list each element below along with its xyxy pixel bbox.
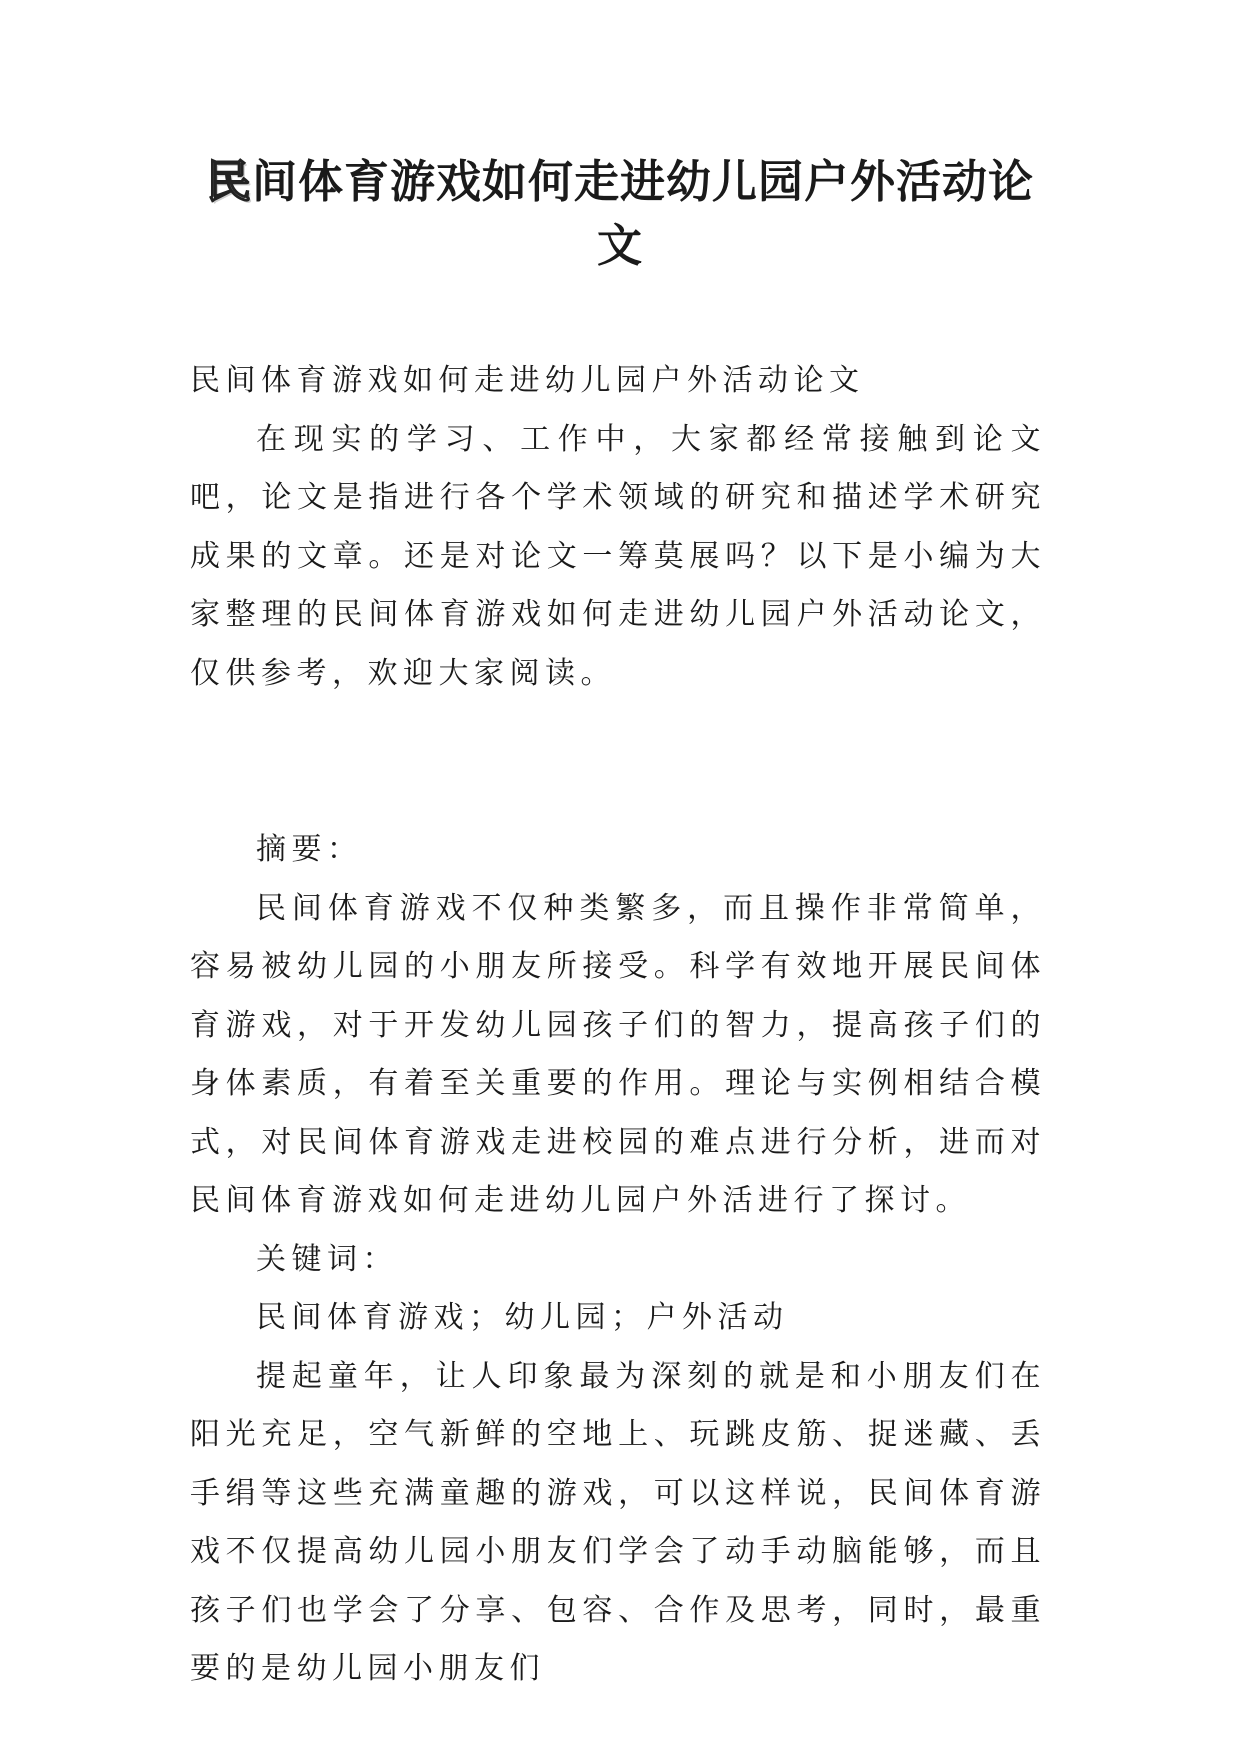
title-rest: 间体育游戏如何走进幼儿园户外活动论文 [252, 155, 1035, 272]
paragraph-spacer [190, 703, 1046, 821]
document-title [190, 150, 1050, 278]
body-paragraph: 提起童年，让人印象最为深刻的就是和小朋友们在阳光充足，空气新鲜的空地上、玩跳皮筋、捉迷藏、丢手绢等这些充满童趣的游戏，可以这样说，民间体育游戏不仅提高幼儿园小朋友们学会了动手动脑能够，而且孩子们也学会了分享、包容、合作及思考，同时，最重要的是幼儿园小朋友们 [190, 1358, 1046, 1686]
keywords-paragraph: 民间体育游戏；幼儿园；户外活动 [256, 1300, 789, 1335]
intro-paragraph: 在现实的学习、工作中，大家都经常接触到论文吧，论文是指进行各个学术领域的研究和描述学术研究成果的文章。还是对论文一筹莫展吗？以下是小编为大家整理的民间体育游戏如何走进幼儿园户外活动论文，仅供参考，欢迎大家阅读。 [190, 421, 1046, 691]
abstract-paragraph: 民间体育游戏不仅种类繁多，而且操作非常简单，容易被幼儿园的小朋友所接受。科学有效地开展民间体育游戏，对于开发幼儿园孩子们的智力，提高孩子们的身体素质，有着至关重要的作用。理论与实例相结合模式，对民间体育游戏走进校园的难点进行分析，进而对民间体育游戏如何走进幼儿园户外活进行了探讨。 [190, 890, 1046, 1218]
title-first-char: 民 [205, 155, 252, 208]
keywords-label: 关键词： [256, 1241, 398, 1277]
abstract-label: 摘要： [256, 832, 363, 867]
document-body [190, 352, 1046, 1699]
heading-line: 民间体育游戏如何走进幼儿园户外活动论文 [190, 363, 865, 398]
